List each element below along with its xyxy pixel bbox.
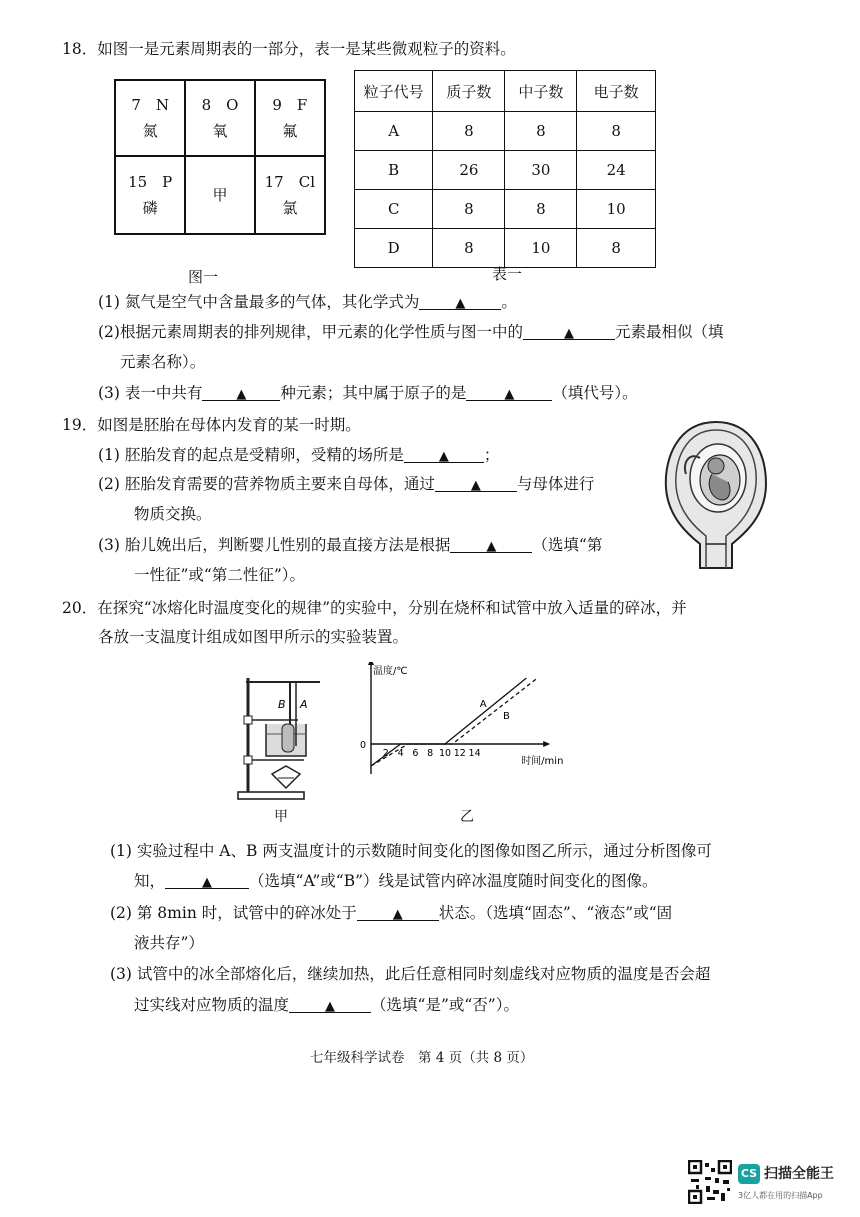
table-cell: 8 <box>577 229 656 268</box>
triangle-marker-icon: ▲ <box>563 326 574 341</box>
brand-name: 扫描全能王 <box>764 1166 834 1182</box>
q20-intro-1: 20．在探究“冰熔化时温度变化的规律”的实验中，分别在烧杯和试管中放入适量的碎冰，并 <box>62 599 687 617</box>
table-cell: 8 <box>577 112 656 151</box>
x-tick-label: 12 <box>453 748 466 759</box>
triangle-marker-icon: ▲ <box>470 478 481 493</box>
q20-part1: (1) 实验过程中 A、B 两支温度计的示数随时间变化的图像如图乙所示，通过分析图像可 <box>110 842 712 860</box>
triangle-marker-icon: ▲ <box>486 539 497 554</box>
table-row <box>355 190 656 229</box>
answer-blank[interactable] <box>289 994 371 1013</box>
triangle-marker-icon: ▲ <box>325 999 336 1014</box>
particle-table <box>354 70 656 268</box>
table-cell: 8 <box>505 190 577 229</box>
thermometer-b-label: B <box>278 698 286 711</box>
table-cell: 30 <box>505 151 577 190</box>
answer-blank[interactable] <box>404 444 484 463</box>
x-tick-label: 6 <box>412 748 419 759</box>
embryo-in-uterus-illustration <box>660 418 772 570</box>
pt-cell-jia: 甲 <box>185 156 254 234</box>
answer-blank[interactable] <box>435 473 517 492</box>
q20-part2-cont: 液共存”） <box>134 934 204 952</box>
x-axis-label: 时间/min <box>521 756 564 767</box>
temperature-time-chart <box>345 662 567 798</box>
triangle-marker-icon: ▲ <box>438 449 449 464</box>
camscanner-logo-icon: CS <box>738 1164 760 1184</box>
q20-part3: (3) 试管中的冰全部熔化后，继续加热，此后任意相同时刻虚线对应物质的温度是否会超 <box>110 965 711 983</box>
periodic-table-figure <box>114 79 326 235</box>
q19-part2-cont: 物质交换。 <box>134 505 212 523</box>
q19-part1: (1) 胚胎发育的起点是受精卵，受精的场所是 ▲ ； <box>98 446 500 464</box>
x-axis-arrow <box>543 741 550 747</box>
table1-caption: 表一 <box>492 265 523 283</box>
x-tick-label: 4 <box>397 748 404 759</box>
answer-blank[interactable] <box>450 534 532 553</box>
table-row <box>355 229 656 268</box>
triangle-marker-icon: ▲ <box>202 875 213 890</box>
triangle-marker-icon: ▲ <box>236 387 247 402</box>
q18-part2: (2)根据元素周期表的排列规律，甲元素的化学性质与图一中的 ▲ 元素最相似（填 <box>98 323 724 341</box>
answer-blank[interactable] <box>202 382 280 401</box>
table-cell: B <box>355 151 433 190</box>
series-label-a: A <box>479 699 487 710</box>
q20-part3-cont: 过实线对应物质的温度 ▲ （选填“是”或“否”）。 <box>134 996 519 1014</box>
q20-part1-cont: 知， ▲ （选填“A”或“B”）线是试管内碎冰温度随时间变化的图像。 <box>134 872 658 890</box>
table-header: 电子数 <box>577 71 656 112</box>
figure-yi-label: 乙 <box>460 809 474 825</box>
table-row <box>355 112 656 151</box>
q19-part2: (2) 胚胎发育需要的营养物质主要来自母体，通过 ▲ 与母体进行 <box>98 475 595 493</box>
pt-cell-p: 15 P 磷 <box>115 156 185 234</box>
qr-code-icon <box>688 1160 732 1204</box>
answer-blank[interactable] <box>357 902 439 921</box>
melting-apparatus-illustration <box>232 668 332 804</box>
x-tick-label: 10 <box>438 748 452 759</box>
table-row <box>355 151 656 190</box>
table-cell: 8 <box>433 190 505 229</box>
y-axis-label: 温度/℃ <box>373 666 408 677</box>
thermometer-a-label: A <box>300 698 308 711</box>
pt-cell-f: 9 F 氟 <box>255 80 325 156</box>
pt-cell-cl: 17 Cl 氯 <box>255 156 325 234</box>
table-cell: 24 <box>577 151 656 190</box>
q19-part3-cont: 一性征”或“第二性征”）。 <box>134 566 306 584</box>
triangle-marker-icon: ▲ <box>455 296 466 311</box>
figure-jia-label: 甲 <box>274 809 288 825</box>
page-footer: 七年级科学试卷 第 4 页（共 8 页） <box>310 1050 534 1066</box>
origin-label: 0 <box>359 740 367 751</box>
table-cell: D <box>355 229 433 268</box>
q18-part2-cont: 元素名称）。 <box>120 353 206 371</box>
pt-cell-o: 8 O 氧 <box>185 80 254 156</box>
x-tick-label: 8 <box>427 748 434 759</box>
answer-blank[interactable] <box>523 321 615 340</box>
triangle-marker-icon: ▲ <box>504 387 515 402</box>
series-label-b: B <box>502 711 510 722</box>
table-header: 质子数 <box>433 71 505 112</box>
q18-part1: (1) 氮气是空气中含量最多的气体，其化学式为 ▲ 。 <box>98 293 517 311</box>
q20-part2: (2) 第 8min 时，试管中的碎冰处于 ▲ 状态。（选填“固态”、“液态”或“固 <box>110 904 673 922</box>
table-cell: 8 <box>433 112 505 151</box>
table-header: 粒子代号 <box>355 71 433 112</box>
x-tick-label: 2 <box>382 748 389 759</box>
table-cell: 8 <box>505 112 577 151</box>
answer-blank[interactable] <box>419 291 501 310</box>
table-cell: 26 <box>433 151 505 190</box>
pt-cell-n: 7 N 氮 <box>115 80 185 156</box>
table-cell: 8 <box>433 229 505 268</box>
table-cell: C <box>355 190 433 229</box>
table-header-row <box>355 71 656 112</box>
q18-part3: (3) 表一中共有 ▲ 种元素；其中属于原子的是 ▲ （填代号）。 <box>98 384 638 402</box>
brand-tagline: 3亿人都在用的扫描App <box>738 1191 823 1200</box>
q20-intro-2: 各放一支温度计组成如图甲所示的实验装置。 <box>98 628 409 646</box>
q19-intro: 19．如图是胚胎在母体内发育的某一时期。 <box>62 416 361 434</box>
table-header: 中子数 <box>505 71 577 112</box>
x-tick-label: 14 <box>468 748 481 759</box>
triangle-marker-icon: ▲ <box>392 907 403 922</box>
table-cell: 10 <box>505 229 577 268</box>
q18-intro: 18．如图一是元素周期表的一部分，表一是某些微观粒子的资料。 <box>62 40 516 58</box>
answer-blank[interactable] <box>165 870 249 889</box>
answer-blank[interactable] <box>466 382 552 401</box>
q19-part3: (3) 胎儿娩出后，判断婴儿性别的最直接方法是根据 ▲ （选填“第 <box>98 536 603 554</box>
table-cell: A <box>355 112 433 151</box>
table-cell: 10 <box>577 190 656 229</box>
figure1-caption: 图一 <box>188 268 219 286</box>
y-axis-arrow <box>368 662 374 665</box>
